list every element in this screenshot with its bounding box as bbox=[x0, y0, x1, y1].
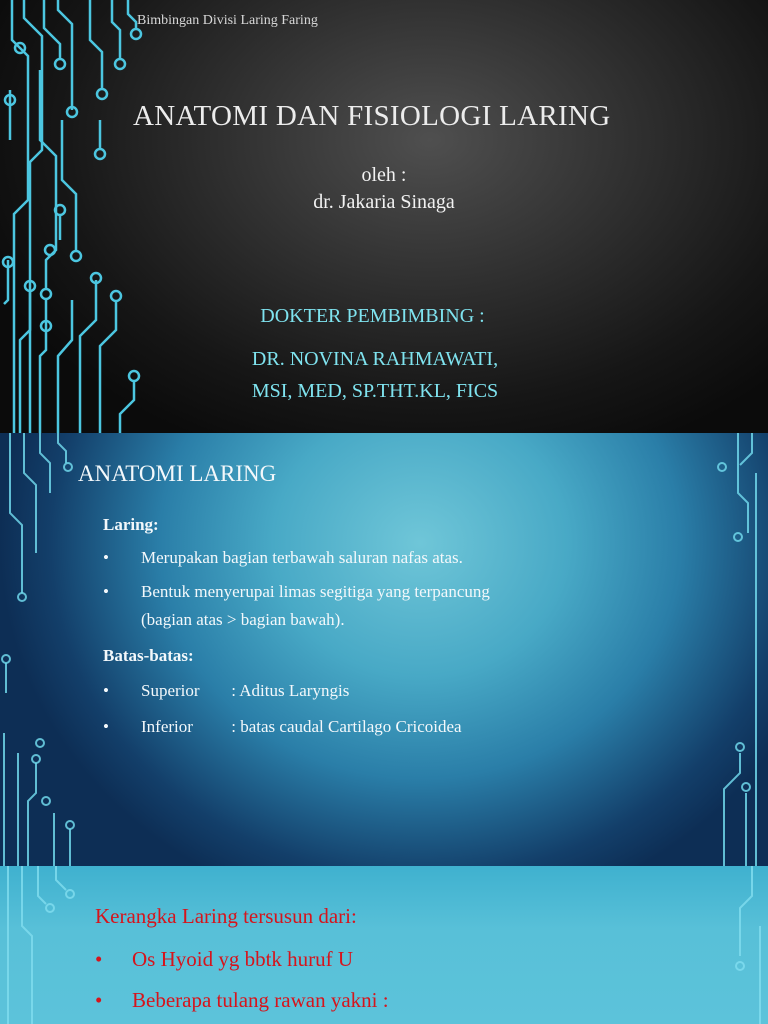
list-item-continuation bbox=[103, 610, 490, 646]
presenter-name: dr. Jakaria Sinaga bbox=[313, 191, 455, 213]
supervisor-label: DOKTER PEMBIMBING : bbox=[260, 305, 485, 327]
slide-body bbox=[95, 904, 389, 1024]
list-item-text: (bagian atas > bagian bawah). bbox=[141, 610, 345, 629]
list-item-text: Beberapa tulang rawan yakni : bbox=[132, 988, 389, 1012]
section-heading: Kerangka Laring tersusun dari: bbox=[95, 904, 357, 928]
bullet: • bbox=[103, 548, 109, 567]
supervisor-name-text: DR. NOVINA RAHMAWATI, MSI, MED, SP.THT.KL, FICS bbox=[251, 348, 499, 402]
term-inferior: Inferior bbox=[141, 717, 193, 736]
list-item bbox=[103, 582, 490, 610]
section-heading-batas: Batas-batas: bbox=[103, 646, 194, 665]
list-item-text: Os Hyoid yg bbtk huruf U bbox=[132, 947, 354, 971]
list-item bbox=[103, 548, 490, 582]
slide-header: Bimbingan Divisi Laring Faring bbox=[137, 13, 318, 28]
section-heading-laring: Laring: bbox=[103, 515, 159, 534]
list-item bbox=[103, 681, 490, 717]
list-item bbox=[103, 717, 490, 753]
list-item bbox=[95, 988, 389, 1024]
bullet: • bbox=[95, 947, 103, 971]
content-slide-kerangka bbox=[0, 866, 768, 1024]
supervisor-name bbox=[0, 343, 750, 407]
list-item-text: Bentuk menyerupai limas segitiga yang terpancung bbox=[141, 582, 490, 601]
bullet: • bbox=[103, 582, 109, 601]
presenter-label: oleh : bbox=[361, 164, 407, 186]
list-item bbox=[95, 947, 389, 988]
title-slide bbox=[0, 0, 768, 433]
content-slide-anatomi bbox=[0, 433, 768, 866]
bullet: • bbox=[95, 988, 103, 1012]
bullet: • bbox=[103, 717, 109, 736]
bullet: • bbox=[103, 681, 109, 700]
list-item-text: Merupakan bagian terbawah saluran nafas atas. bbox=[141, 548, 463, 567]
slide-title: ANATOMI DAN FISIOLOGI LARING bbox=[133, 100, 611, 132]
slide-title: ANATOMI LARING bbox=[78, 461, 277, 486]
term-description: : batas caudal Cartilago Cricoidea bbox=[231, 717, 462, 736]
term-description: : Aditus Laryngis bbox=[231, 681, 350, 700]
slide-body bbox=[103, 515, 490, 753]
term-superior: Superior bbox=[141, 681, 200, 700]
